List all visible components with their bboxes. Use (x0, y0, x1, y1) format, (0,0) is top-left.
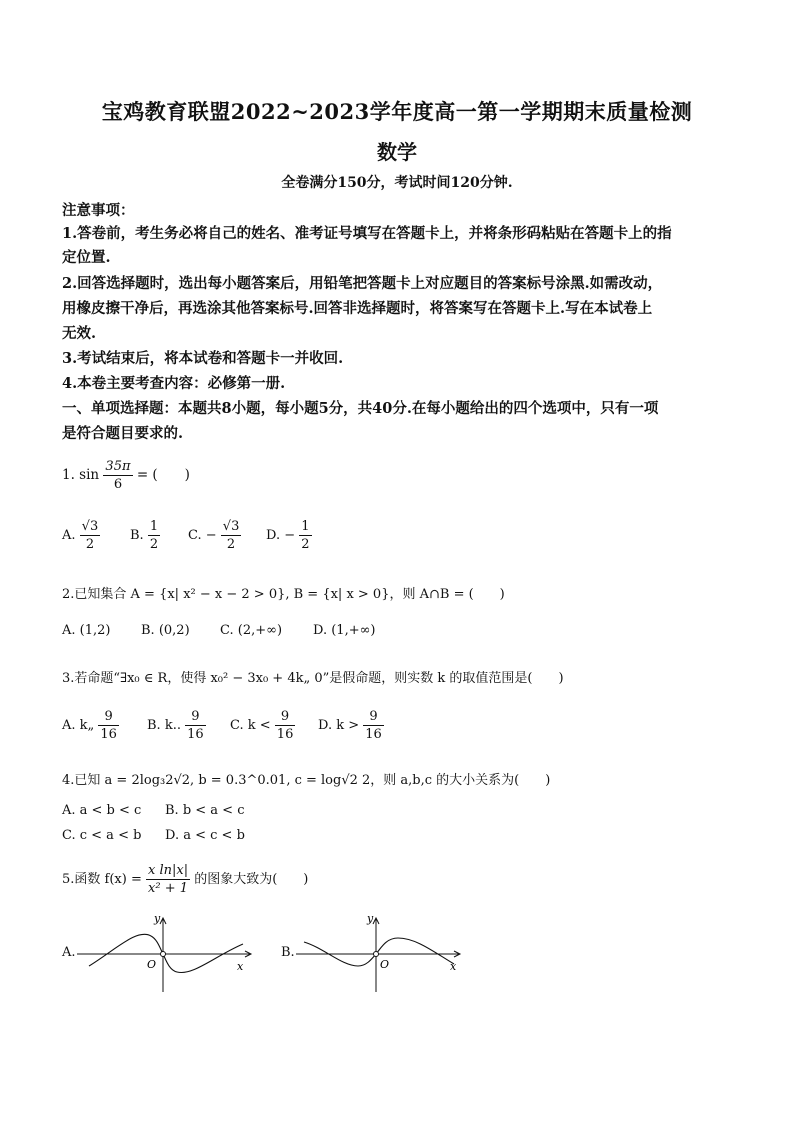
note-2-line-2: 用橡皮擦干净后，再选涂其他答案标号.回答非选择题时，将答案写在答题卡上.写在本试卷上 (62, 300, 653, 317)
x-axis-label: x (450, 960, 457, 973)
note-4: 4.本卷主要考查内容：必修第一册. (62, 375, 286, 392)
q1-option-a-den: 2 (85, 537, 95, 552)
q5-option-a-label: A. (62, 945, 76, 960)
q3-option-b (147, 708, 206, 743)
q1-option-b-den: 2 (149, 537, 159, 552)
q1-option-a (62, 518, 100, 553)
q1-option-c-label: C. − (188, 528, 217, 543)
q2-option-d: D. (1,+∞) (313, 623, 376, 638)
q1-suffix: = ( ) (136, 467, 190, 483)
q1-option-d-num: 1 (301, 519, 310, 534)
q3-option-c-den: 16 (276, 727, 294, 742)
q4-option-a: A. a < b < c (62, 803, 142, 818)
q2-option-c: C. (2,+∞) (220, 623, 283, 638)
q3-option-d-label: D. k > (318, 718, 360, 733)
q1-option-b-label: B. (130, 528, 144, 543)
q3-option-a-num: 9 (98, 708, 119, 726)
q3-option-d-den: 16 (365, 727, 382, 742)
exam-meta: 全卷满分150分，考试时间120分钟. (281, 175, 513, 191)
q3-option-b-den: 16 (187, 727, 204, 742)
question-1 (62, 458, 190, 493)
curve-a (89, 934, 243, 972)
exam-subject: 数学 (377, 140, 417, 164)
q5-prefix: 5.函数 f(x) = (62, 872, 146, 887)
q3-option-a-den: 16 (100, 727, 117, 742)
origin-label: O (147, 958, 157, 971)
q3-option-b-label: B. k.. (147, 718, 181, 733)
q3-option-b-num: 9 (185, 708, 206, 726)
note-1-line-1: 1.答卷前，考生务必将自己的姓名、准考证号填写在答题卡上，并将条形码粘贴在答题卡上的指 (62, 225, 672, 242)
q3-option-c-num: 9 (275, 708, 296, 726)
origin-label: O (380, 958, 390, 971)
q5-option-b-label: B. (281, 945, 295, 960)
q1-option-b (130, 518, 160, 553)
note-2-line-3: 无效. (62, 325, 97, 342)
q5-graph-a (75, 908, 260, 998)
q3-option-c-label: C. k < (230, 718, 271, 733)
q1-option-a-label: A. (62, 528, 76, 543)
q2-option-a: A. (1,2) (62, 623, 111, 638)
q1-option-d-den: 2 (301, 537, 310, 552)
q5-numerator: x ln|x| (147, 863, 189, 878)
section-heading-line-1: 一、单项选择题：本题共8小题，每小题5分，共40分.在每小题给出的四个选项中，只有一项 (62, 400, 659, 417)
x-axis-label: x (237, 960, 244, 973)
q3-option-c (230, 708, 295, 743)
exam-title: 宝鸡教育联盟2022~2023学年度高一第一学期期末质量检测 (101, 99, 693, 124)
q4-option-d: D. a < c < b (165, 828, 245, 843)
q3-option-a (62, 708, 119, 743)
q1-option-d (266, 518, 312, 553)
q5-graph-b (294, 908, 469, 998)
notes-heading: 注意事项： (62, 202, 135, 219)
q4-option-b: B. b < a < c (165, 803, 245, 818)
section-heading-line-2: 是符合题目要求的. (62, 425, 184, 442)
q3-option-d (318, 708, 384, 743)
note-3: 3.考试结束后，将本试卷和答题卡一并收回. (62, 350, 344, 367)
y-axis-label: y (367, 912, 374, 925)
q1-option-b-num: 1 (149, 519, 159, 534)
q1-option-c-den: 2 (226, 537, 236, 552)
q5-denominator: x² + 1 (148, 881, 189, 896)
origin-hole (161, 952, 166, 957)
question-3: 3.若命题“∃x₀ ∈ R，使得 x₀² − 3x₀ + 4k„ 0”是假命题，则实数 k 的取值范围是( ) (62, 671, 564, 686)
origin-hole (374, 952, 379, 957)
note-2-line-1: 2.回答选择题时，选出每小题答案后，用铅笔把答题卡上对应题目的答案标号涂黑.如需改动， (62, 275, 663, 292)
q1-numerator: 35π (105, 459, 131, 474)
question-2: 2.已知集合 A = {x| x² − x − 2 > 0}, B = {x| x > 0}，则 A∩B = ( ) (62, 587, 505, 602)
note-1-line-2: 定位置. (62, 249, 111, 266)
question-5 (62, 862, 308, 897)
q3-option-a-label: A. k„ (62, 718, 95, 733)
q5-suffix: 的图象大致为( ) (194, 872, 309, 887)
q1-option-d-label: D. − (266, 528, 296, 543)
y-axis-label: y (154, 912, 161, 925)
q3-option-d-num: 9 (363, 708, 384, 726)
question-4: 4.已知 a = 2log₃2√2, b = 0.3^0.01, c = log√2 2，则 a,b,c 的大小关系为( ) (62, 773, 551, 788)
q1-option-a-num: √3 (81, 519, 99, 534)
q1-denominator: 6 (113, 477, 123, 492)
q1-fraction (103, 458, 132, 493)
q1-prefix: 1. sin (62, 467, 100, 483)
curve-b (304, 938, 454, 966)
q2-option-b: B. (0,2) (141, 623, 190, 638)
q4-option-c: C. c < a < b (62, 828, 142, 843)
q1-option-c (188, 518, 241, 553)
q1-option-c-num: √3 (222, 519, 240, 534)
